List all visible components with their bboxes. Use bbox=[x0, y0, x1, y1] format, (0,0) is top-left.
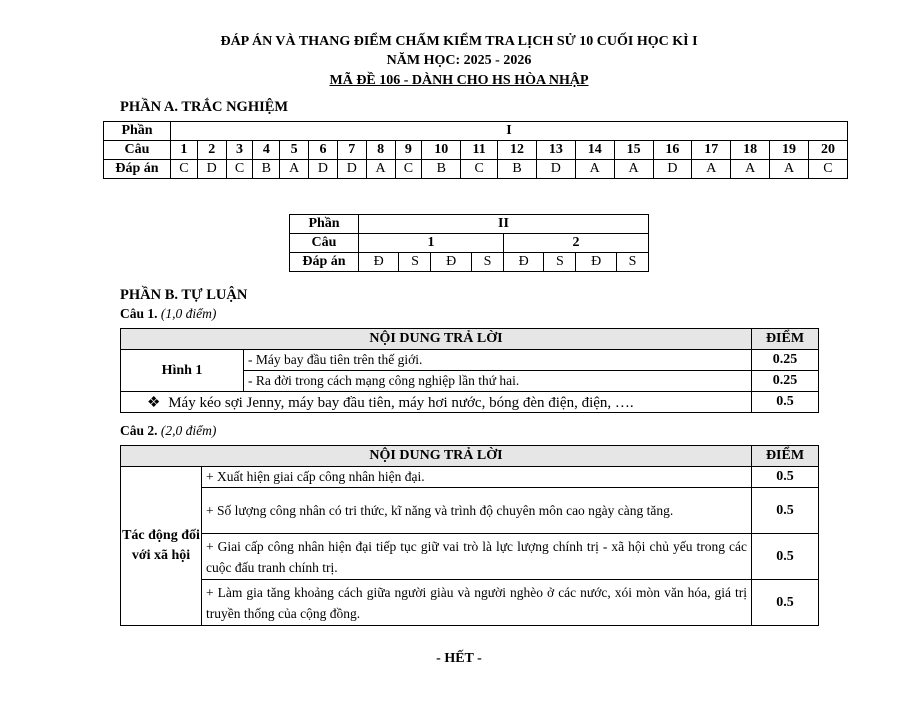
question-number: 19 bbox=[770, 141, 809, 160]
question-number: 5 bbox=[280, 141, 309, 160]
question-number: 18 bbox=[731, 141, 770, 160]
question-number: 1 bbox=[359, 234, 504, 253]
answer-choice: A bbox=[770, 160, 809, 179]
answer-choice: Đ bbox=[431, 253, 471, 272]
answer-choice: Đ bbox=[576, 253, 616, 272]
answer-table-part-1 bbox=[103, 121, 848, 179]
answer-choice: D bbox=[309, 160, 338, 179]
answer-choice: D bbox=[653, 160, 692, 179]
answer-choice: A bbox=[731, 160, 770, 179]
answer-choice: S bbox=[471, 253, 503, 272]
part-label: I bbox=[171, 122, 848, 141]
col-header-content: NỘI DUNG TRẢ LỜI bbox=[121, 329, 752, 350]
part-label: II bbox=[359, 215, 649, 234]
answer-score: 0.5 bbox=[752, 534, 819, 580]
question-label: Câu 2. bbox=[120, 423, 158, 438]
answer-score: 0.25 bbox=[752, 371, 819, 392]
question-points: (2,0 điểm) bbox=[160, 423, 217, 438]
question-number: 13 bbox=[536, 141, 575, 160]
question-number: 10 bbox=[422, 141, 461, 160]
question-number: 9 bbox=[395, 141, 422, 160]
answer-choice: B bbox=[422, 160, 461, 179]
answer-choice: A bbox=[614, 160, 653, 179]
answer-choice: A bbox=[575, 160, 614, 179]
question-number: 7 bbox=[337, 141, 366, 160]
answer-score: 0.25 bbox=[752, 350, 819, 371]
answer-choice: A bbox=[692, 160, 731, 179]
bullet-text: Máy kéo sợi Jenny, máy bay đầu tiên, máy hơi nước, bóng đèn điện, điện, …. bbox=[168, 394, 634, 411]
question-number: 8 bbox=[366, 141, 395, 160]
answer-score: 0.5 bbox=[752, 467, 819, 488]
col-header-content: NỘI DUNG TRẢ LỜI bbox=[121, 446, 752, 467]
question-number: 15 bbox=[614, 141, 653, 160]
school-year: NĂM HỌC: 2025 - 2026 bbox=[386, 53, 532, 68]
question-1-table bbox=[120, 328, 819, 413]
part-b-title: PHẦN B. TỰ LUẬN bbox=[120, 287, 248, 303]
row-label-part: Phần bbox=[104, 122, 171, 141]
question-label: Câu 1. bbox=[120, 306, 158, 321]
row-label-answer: Đáp án bbox=[104, 160, 171, 179]
question-number: 1 bbox=[171, 141, 198, 160]
answer-choice: C bbox=[461, 160, 498, 179]
question-2-heading bbox=[120, 423, 216, 439]
question-number: 17 bbox=[692, 141, 731, 160]
answer-table-part-2 bbox=[289, 214, 649, 272]
question-number: 16 bbox=[653, 141, 692, 160]
exam-code: MÃ ĐỀ 106 - DÀNH CHO HS HÒA NHẬP bbox=[329, 73, 589, 88]
question-number: 14 bbox=[575, 141, 614, 160]
answer-choice: D bbox=[197, 160, 226, 179]
answer-choice: S bbox=[616, 253, 648, 272]
question-number: 3 bbox=[226, 141, 253, 160]
answer-text: + Xuất hiện giai cấp công nhân hiện đại. bbox=[202, 467, 752, 488]
answer-text: - Ra đời trong cách mạng công nghiệp lần thứ hai. bbox=[244, 371, 752, 392]
question-number: 11 bbox=[461, 141, 498, 160]
row-label-question: Câu bbox=[104, 141, 171, 160]
diamond-bullet-icon: ❖ bbox=[147, 394, 161, 411]
answer-choice: D bbox=[337, 160, 366, 179]
answer-choice: A bbox=[366, 160, 395, 179]
answer-choice: C bbox=[395, 160, 422, 179]
col-header-score: ĐIỂM bbox=[752, 446, 819, 467]
end-marker: - HẾT - bbox=[436, 651, 482, 666]
answer-choice: B bbox=[498, 160, 537, 179]
row-label-question: Câu bbox=[290, 234, 359, 253]
answer-choice: Đ bbox=[359, 253, 399, 272]
question-number: 12 bbox=[498, 141, 537, 160]
answer-score: 0.5 bbox=[752, 392, 819, 413]
question-number: 2 bbox=[503, 234, 648, 253]
doc-title: ĐÁP ÁN VÀ THANG ĐIỂM CHẤM KIỂM TRA LỊCH SỬ 10 CUỐI HỌC KÌ I bbox=[220, 34, 698, 49]
answer-score: 0.5 bbox=[752, 580, 819, 626]
answer-choice: C bbox=[226, 160, 253, 179]
row-label-part: Phần bbox=[290, 215, 359, 234]
answer-text: + Làm gia tăng khoảng cách giữa người giàu và người nghèo ở các nước, xói mòn văn hóa, giá trị truyền thống của cộng đồng. bbox=[202, 580, 752, 626]
question-number: 2 bbox=[197, 141, 226, 160]
question-number: 6 bbox=[309, 141, 338, 160]
answer-choice: C bbox=[808, 160, 847, 179]
question-number: 4 bbox=[253, 141, 280, 160]
answer-choice: Đ bbox=[503, 253, 543, 272]
answer-choice: A bbox=[280, 160, 309, 179]
answer-text: - Máy bay đầu tiên trên thế giới. bbox=[244, 350, 752, 371]
answer-score: 0.5 bbox=[752, 488, 819, 534]
question-points: (1,0 điểm) bbox=[160, 306, 217, 321]
question-number: 20 bbox=[808, 141, 847, 160]
question-1-heading bbox=[120, 306, 216, 322]
group-label: Hình 1 bbox=[121, 350, 244, 392]
col-header-score: ĐIỂM bbox=[752, 329, 819, 350]
answer-text: + Giai cấp công nhân hiện đại tiếp tục giữ vai trò là lực lượng chính trị - xã hội chủ yếu trong các cuộc đấu tranh chính trị. bbox=[202, 534, 752, 580]
row-label-answer: Đáp án bbox=[290, 253, 359, 272]
answer-choice: S bbox=[544, 253, 576, 272]
bullet-row bbox=[121, 392, 752, 413]
answer-choice: C bbox=[171, 160, 198, 179]
answer-choice: D bbox=[536, 160, 575, 179]
answer-choice: S bbox=[399, 253, 431, 272]
question-2-table bbox=[120, 445, 819, 626]
part-a-title: PHẦN A. TRẮC NGHIỆM bbox=[120, 99, 289, 115]
group-label: Tác động đối với xã hội bbox=[121, 467, 202, 626]
answer-text: + Số lượng công nhân có tri thức, kĩ năng và trình độ chuyên môn cao ngày càng tăng. bbox=[202, 488, 752, 534]
answer-choice: B bbox=[253, 160, 280, 179]
